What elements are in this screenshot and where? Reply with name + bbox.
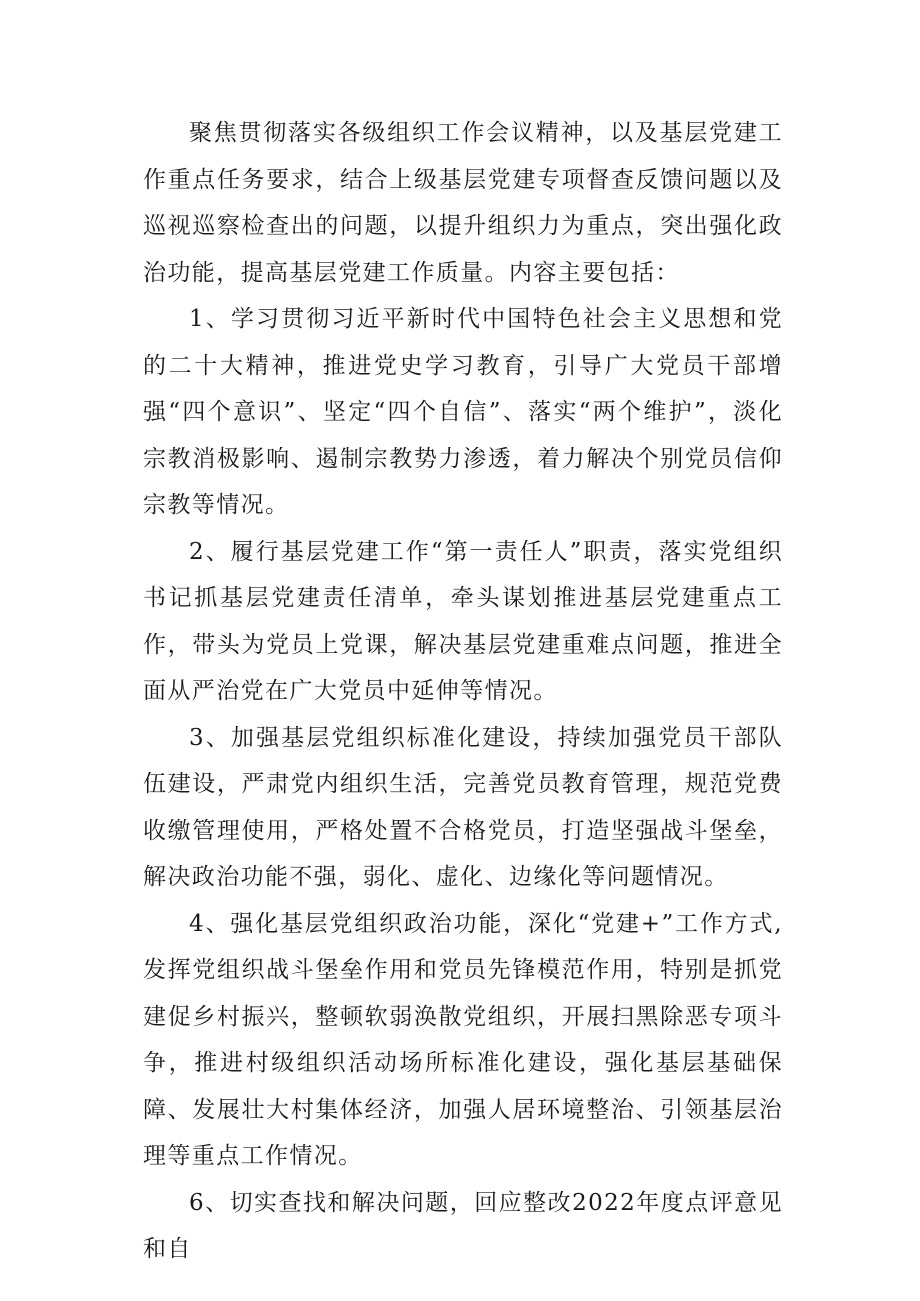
document-body bbox=[143, 110, 783, 1273]
paragraph-item-2: 2、履行基层党建工作“第一责任人”职责，落实党组织书记抓基层党建责任清单，牵头谋划推进基层党建重点工作，带头为党员上党课，解决基层党建重难点问题，推进全面从严治党在广大党员中延伸等情况。 bbox=[143, 538, 783, 704]
paragraph-item-1: 1、学习贯彻习近平新时代中国特色社会主义思想和党的二十大精神，推进党史学习教育，引导广大党员干部增强“四个意识”、坚定“四个自信”、落实“两个维护”，淡化宗教消极影响、遏制宗教势力渗透，着力解决个别党员信仰宗教等情况。 bbox=[143, 306, 783, 518]
paragraph-item-4: 4、强化基层党组织政治功能，深化“党建+”工作方式,发挥党组织战斗堡垒作用和党员先锋模范作用，特别是抓党建促乡村振兴，整顿软弱涣散党组织，开展扫黑除恶专项斗争，推进村级组织活动场所标准化建设，强化基层基础保障、发展壮大村集体经济，加强人居环境整治、引领基层治理等重点工作情况。 bbox=[143, 910, 783, 1169]
paragraph-item-6: 6、切实查找和解决问题，回应整改2022年度点评意见和自 bbox=[143, 1189, 783, 1262]
paragraph-item-3: 3、加强基层党组织标准化建设，持续加强党员干部队伍建设，严肃党内组织生活，完善党员教育管理，规范党费收缴管理使用，严格处置不合格党员，打造坚强战斗堡垒，解决政治功能不强，弱化、虚化、边缘化等问题情况。 bbox=[143, 724, 783, 890]
paragraph-intro: 聚焦贯彻落实各级组织工作会议精神，以及基层党建工作重点任务要求，结合上级基层党建专项督查反馈问题以及巡视巡察检查出的问题，以提升组织力为重点，突出强化政治功能，提高基层党建工作质量。内容主要包括： bbox=[143, 120, 783, 286]
